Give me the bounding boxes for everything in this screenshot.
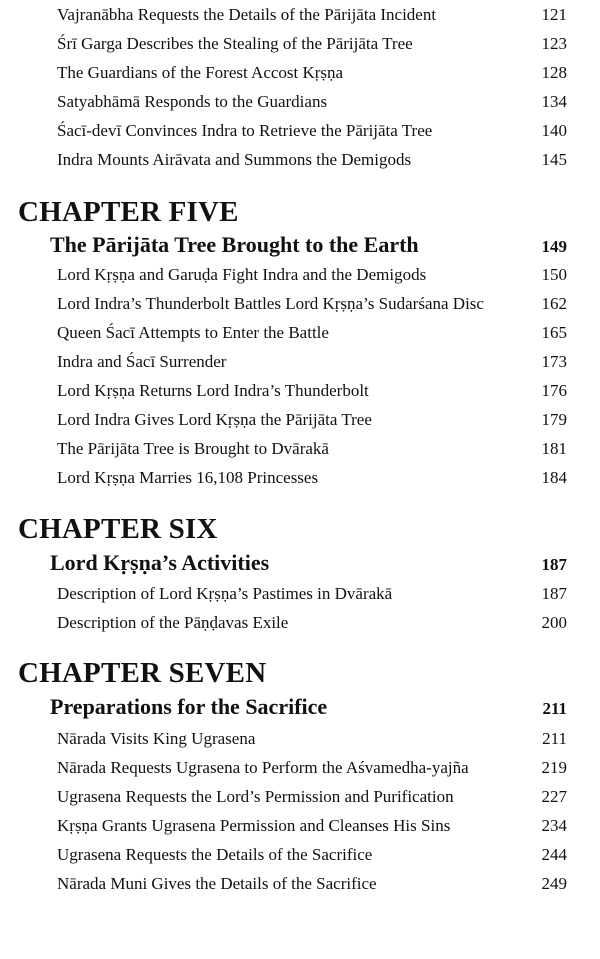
section-page: 187 bbox=[541, 555, 567, 574]
chapter-heading: CHAPTER FIVE bbox=[18, 196, 239, 228]
toc-entry-title: Ugrasena Requests the Details of the Sacrifice bbox=[57, 845, 373, 864]
toc-entry[interactable] bbox=[57, 784, 567, 810]
toc-entry-title: Satyabhāmā Responds to the Guardians bbox=[57, 92, 328, 111]
toc-entry[interactable] bbox=[57, 407, 567, 433]
toc-entry-title: Description of Lord Kṛṣṇa’s Pastimes in Dvārakā bbox=[57, 584, 393, 603]
toc-entry-page: 234 bbox=[541, 816, 567, 835]
toc-entry-title: Śrī Garga Describes the Stealing of the Pārijāta Tree bbox=[57, 34, 413, 53]
toc-entry-page: 165 bbox=[541, 323, 567, 342]
toc-entry[interactable] bbox=[57, 842, 567, 868]
toc-entry-title: Indra Mounts Airāvata and Summons the Demigods bbox=[57, 150, 412, 169]
toc-entry-page: 121 bbox=[541, 5, 567, 24]
toc-entry[interactable] bbox=[57, 349, 567, 375]
section-page: 149 bbox=[541, 237, 567, 256]
toc-entry-title: Queen Śacī Attempts to Enter the Battle bbox=[57, 323, 329, 342]
toc-entry[interactable] bbox=[57, 581, 567, 607]
toc-entry-page: 162 bbox=[541, 294, 567, 313]
toc-entry-title: Lord Kṛṣṇa Marries 16,108 Princesses bbox=[57, 468, 319, 487]
toc-entry-page: 123 bbox=[541, 34, 567, 53]
toc-entry-page: 200 bbox=[541, 613, 567, 632]
toc-entry-title: Vajranābha Requests the Details of the Pārijāta Incident bbox=[57, 5, 437, 24]
toc-entry-page: 176 bbox=[541, 381, 567, 400]
toc-entry-title: Indra and Śacī Surrender bbox=[57, 352, 227, 371]
toc-entry[interactable] bbox=[57, 291, 567, 317]
toc-entry[interactable] bbox=[57, 465, 567, 491]
toc-entry-title: Lord Kṛṣṇa and Garuḍa Fight Indra and the Demigods bbox=[57, 265, 427, 284]
toc-entry[interactable] bbox=[57, 60, 567, 86]
chapter-section-title[interactable] bbox=[50, 230, 567, 260]
toc-entry-page: 145 bbox=[541, 150, 567, 169]
toc-entry-page: 134 bbox=[541, 92, 567, 111]
section-title-text: Lord Kṛṣṇa’s Activities bbox=[50, 550, 270, 575]
toc-entry-page: 211 bbox=[542, 729, 567, 748]
section-title-text: The Pārijāta Tree Brought to the Earth bbox=[50, 232, 419, 257]
chapter-section-title[interactable] bbox=[50, 692, 567, 722]
toc-entry-title: Nārada Muni Gives the Details of the Sacrifice bbox=[57, 874, 377, 893]
toc-entry-page: 219 bbox=[541, 758, 567, 777]
toc-entry[interactable] bbox=[57, 31, 567, 57]
toc-entry-title: Kṛṣṇa Grants Ugrasena Permission and Cleanses His Sins bbox=[57, 816, 451, 835]
section-page: 211 bbox=[542, 699, 567, 718]
toc-entry-title: Description of the Pāṇḍavas Exile bbox=[57, 613, 289, 632]
toc-entry[interactable] bbox=[57, 871, 567, 897]
toc-entry[interactable] bbox=[57, 320, 567, 346]
toc-entry-title: The Pārijāta Tree is Brought to Dvārakā bbox=[57, 439, 329, 458]
toc-entry-page: 128 bbox=[541, 63, 567, 82]
toc-entry-page: 150 bbox=[541, 265, 567, 284]
toc-entry-page: 184 bbox=[541, 468, 567, 487]
toc-entry-page: 249 bbox=[541, 874, 567, 893]
toc-entry[interactable] bbox=[57, 2, 567, 28]
toc-entry[interactable] bbox=[57, 262, 567, 288]
toc-entry-page: 140 bbox=[541, 121, 567, 140]
toc-entry-title: Lord Indra’s Thunderbolt Battles Lord Kṛṣṇa’s Sudarśana Disc bbox=[57, 294, 484, 313]
toc-entry[interactable] bbox=[57, 726, 567, 752]
toc-entry-page: 179 bbox=[541, 410, 567, 429]
section-title-text: Preparations for the Sacrifice bbox=[50, 694, 328, 719]
toc-entry-page: 181 bbox=[541, 439, 567, 458]
toc-entry-title: Lord Kṛṣṇa Returns Lord Indra’s Thunderbolt bbox=[57, 381, 369, 400]
toc-entry[interactable] bbox=[57, 436, 567, 462]
toc-entry-page: 227 bbox=[541, 787, 567, 806]
toc-entry[interactable] bbox=[57, 89, 567, 115]
toc-entry-title: Nārada Visits King Ugrasena bbox=[57, 729, 256, 748]
toc-entry-title: Ugrasena Requests the Lord’s Permission and Purification bbox=[57, 787, 454, 806]
toc-entry-title: Śacī-devī Convinces Indra to Retrieve the Pārijāta Tree bbox=[57, 121, 433, 140]
toc-entry-page: 187 bbox=[541, 584, 567, 603]
toc-entry[interactable] bbox=[57, 147, 567, 173]
chapter-heading: CHAPTER SEVEN bbox=[18, 657, 267, 689]
toc-entry[interactable] bbox=[57, 118, 567, 144]
chapter-section-title[interactable] bbox=[50, 548, 567, 578]
toc-entry-title: Lord Indra Gives Lord Kṛṣṇa the Pārijāta Tree bbox=[57, 410, 372, 429]
toc-entry[interactable] bbox=[57, 378, 567, 404]
toc-entry-page: 173 bbox=[541, 352, 567, 371]
toc-entry[interactable] bbox=[57, 755, 567, 781]
toc-entry[interactable] bbox=[57, 610, 567, 636]
toc-entry-page: 244 bbox=[541, 845, 567, 864]
chapter-heading: CHAPTER SIX bbox=[18, 513, 218, 545]
toc-entry-title: The Guardians of the Forest Accost Kṛṣṇa bbox=[57, 63, 344, 82]
toc-entry-title: Nārada Requests Ugrasena to Perform the Aśvamedha-yajña bbox=[57, 758, 469, 777]
toc-entry[interactable] bbox=[57, 813, 567, 839]
